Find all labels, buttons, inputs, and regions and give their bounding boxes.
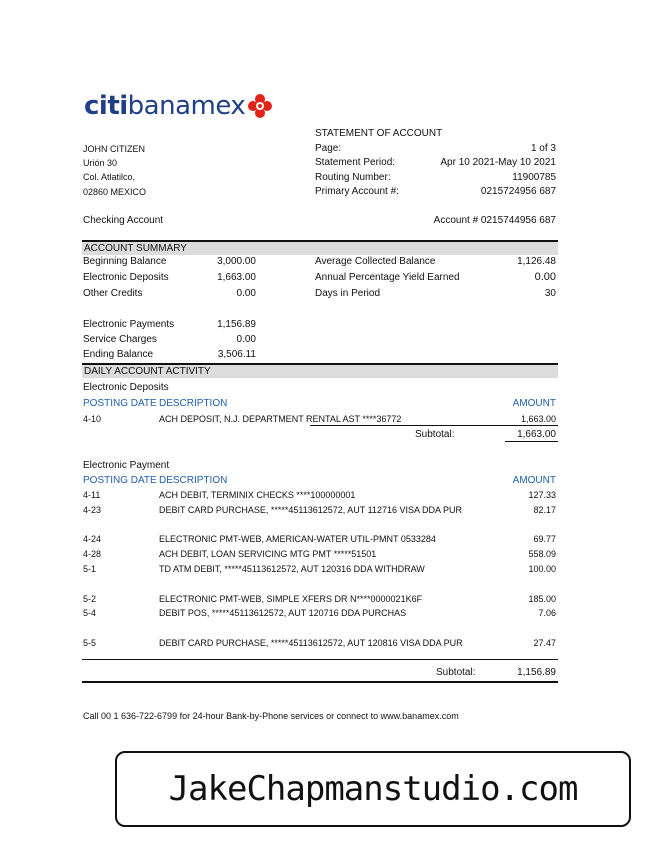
summary-label: Ending Balance	[83, 349, 154, 360]
transaction-amount: 69.77	[533, 534, 556, 544]
subtotal-rule	[310, 425, 558, 426]
summary-label: Average Collected Balance	[315, 256, 436, 267]
transaction-amount: 82.17	[533, 505, 556, 515]
payments-subtotal-label: Subtotal:	[436, 667, 476, 678]
summary-value: 3,506.11	[217, 349, 256, 360]
transaction-amount: 127.33	[528, 490, 556, 500]
transaction-date: 4-24	[83, 534, 102, 544]
customer-address-line3: 02860 MEXICO	[83, 187, 147, 197]
summary-label: Days in Period	[315, 288, 381, 299]
column-header-description: DESCRIPTION	[159, 475, 228, 486]
summary-value: 1,663.00	[217, 272, 256, 283]
transaction-description: TD ATM DEBIT, *****45113612572, AUT 120316 DDA WITHDRAW	[159, 564, 425, 574]
section-end-rule	[82, 681, 558, 683]
summary-value: 3,000.00	[217, 256, 256, 267]
summary-label: Electronic Deposits	[83, 272, 169, 283]
column-header-amount: AMOUNT	[512, 398, 556, 409]
deposits-subtotal-value: 1,663.00	[517, 429, 556, 440]
transaction-description: ACH DEBIT, LOAN SERVICING MTG PMT *****51501	[159, 549, 377, 559]
subtotal-underline	[505, 441, 558, 442]
transaction-amount: 1,663.00	[520, 414, 556, 424]
transaction-date: 4-28	[83, 549, 102, 559]
payments-section-title: Electronic Payment	[83, 460, 170, 471]
transaction-date: 4-11	[83, 490, 101, 500]
customer-name: JOHN CITIZEN	[83, 144, 145, 154]
summary-label: Other Credits	[83, 288, 143, 299]
summary-value: 30	[544, 288, 556, 299]
transaction-amount: 27.47	[533, 638, 556, 648]
transaction-date: 4-23	[83, 505, 102, 515]
watermark-text: JakeChapmanstudio.com	[168, 769, 578, 809]
payments-subtotal-value: 1,156.89	[517, 667, 556, 678]
info-value-routing: 11900785	[512, 172, 556, 183]
summary-label: Beginning Balance	[83, 256, 167, 267]
transaction-amount: 185.00	[528, 594, 556, 604]
account-summary-header	[82, 240, 558, 255]
info-label-routing: Routing Number:	[315, 172, 391, 183]
customer-address-line2: Col. Atlatilco,	[83, 172, 136, 182]
account-type: Checking Account	[83, 215, 164, 226]
footer-contact-note: Call 00 1 636-722-6799 for 24-hour Bank-by-Phone services or connect to www.banamex.com	[83, 711, 459, 721]
transaction-amount: 100.00	[528, 564, 556, 574]
info-label-primary-account: Primary Account #:	[315, 186, 399, 197]
info-value-primary-account: 0215724956 687	[480, 186, 556, 197]
info-label-period: Statement Period:	[315, 157, 396, 168]
summary-value: 0.00	[534, 271, 556, 283]
summary-value: 1,126.48	[517, 256, 556, 267]
info-label-page: Page:	[315, 143, 342, 154]
statement-title: STATEMENT OF ACCOUNT	[315, 128, 443, 139]
transaction-description: DEBIT CARD PURCHASE, *****45113612572, AUT 120816 VISA DDA PUR	[159, 638, 463, 648]
logo-text-citi: citi	[84, 91, 128, 121]
transaction-description: ACH DEBIT, TERMINIX CHECKS ****100000001	[159, 490, 356, 500]
transaction-description: DEBIT POS, *****45113612572, AUT 120716 DDA PURCHAS	[159, 608, 407, 618]
transaction-date: 4-10	[83, 414, 102, 424]
deposits-subtotal-label: Subtotal:	[415, 429, 455, 440]
daily-activity-title: DAILY ACCOUNT ACTIVITY	[84, 366, 211, 377]
transaction-amount: 558.09	[528, 549, 556, 559]
column-header-description: DESCRIPTION	[159, 398, 228, 409]
deposits-section-title: Electronic Deposits	[83, 382, 169, 393]
info-value-page: 1 of 3	[530, 143, 556, 154]
summary-label: Electronic Payments	[83, 319, 175, 330]
summary-label: Annual Percentage Yield Earned	[315, 272, 460, 283]
transaction-amount: 7.06	[538, 608, 556, 618]
transaction-description: ELECTRONIC PMT-WEB, AMERICAN-WATER UTIL-PMNT 0533284	[159, 534, 436, 544]
banamex-flower-icon	[247, 93, 273, 119]
subtotal-rule	[82, 659, 558, 660]
customer-address-line1: Urión 30	[83, 158, 118, 168]
transaction-date: 5-5	[83, 638, 97, 648]
watermark-banner	[115, 751, 631, 827]
column-header-posting-date: POSTING DATE	[83, 398, 157, 409]
daily-activity-header	[82, 363, 558, 378]
bank-logo	[84, 90, 273, 122]
transaction-date: 5-4	[83, 608, 97, 618]
logo-text-banamex: banamex	[127, 91, 246, 121]
transaction-date: 5-1	[83, 564, 97, 574]
summary-value: 1,156.89	[217, 319, 256, 330]
column-header-posting-date: POSTING DATE	[83, 475, 157, 486]
transaction-description: ACH DEPOSIT, N.J. DEPARTMENT RENTAL AST ****36772	[159, 414, 402, 424]
transaction-description: ELECTRONIC PMT-WEB, SIMPLE XFERS DR N****0000021K6F	[159, 594, 423, 604]
transaction-date: 5-2	[83, 594, 97, 604]
info-value-period: Apr 10 2021-May 10 2021	[440, 157, 556, 168]
column-header-amount: AMOUNT	[512, 475, 556, 486]
account-number: Account # 0215744956 687	[433, 215, 556, 226]
summary-value: 0.00	[236, 334, 256, 345]
transaction-description: DEBIT CARD PURCHASE, *****45113612572, AUT 112716 VISA DDA PUR	[159, 505, 462, 515]
account-summary-title: ACCOUNT SUMMARY	[84, 243, 187, 254]
summary-label: Service Charges	[83, 334, 157, 345]
summary-value: 0.00	[236, 288, 256, 299]
